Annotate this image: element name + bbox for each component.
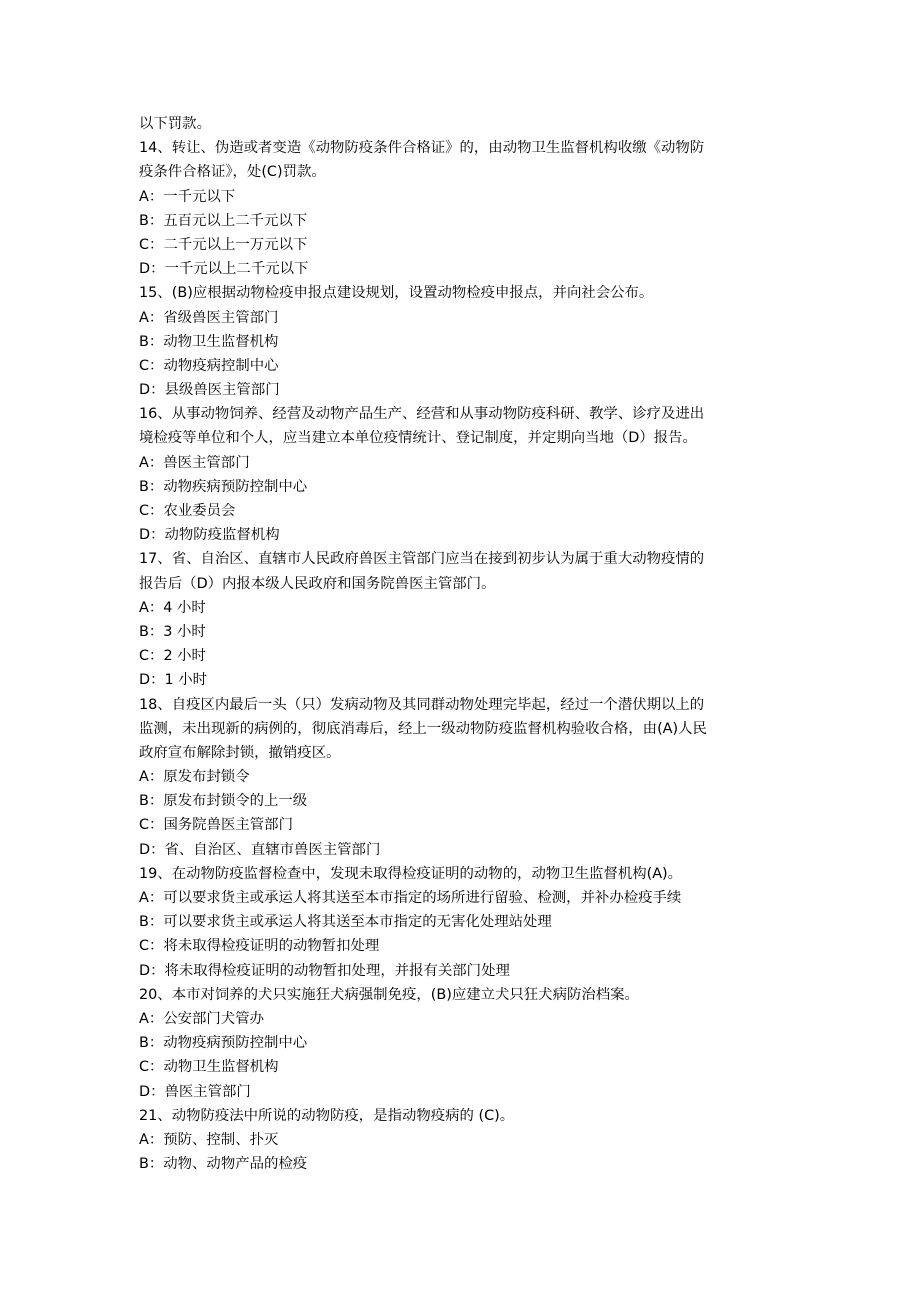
option-c: C：动物疫病控制中心 bbox=[139, 357, 279, 374]
question-14 bbox=[139, 136, 789, 281]
question-17 bbox=[139, 547, 789, 692]
question-stem-line: 18、自疫区内最后一头（只）发病动物及其同群动物处理完毕起，经过一个潜伏期以上的 bbox=[139, 696, 705, 713]
question-18 bbox=[139, 693, 789, 862]
question-16 bbox=[139, 402, 789, 547]
option-b: B：动物疫病预防控制中心 bbox=[139, 1035, 308, 1052]
option-d: D：省、自治区、直辖市兽医主管部门 bbox=[139, 841, 381, 858]
question-stem-line: 21、动物防疫法中所说的动物防疫，是指动物疫病的 (C)。 bbox=[139, 1107, 515, 1124]
option-c: C：2 小时 bbox=[139, 648, 206, 665]
option-b: B：3 小时 bbox=[139, 623, 206, 640]
question-stem-line: 监测，未出现新的病例的，彻底消毒后，经上一级动物防疫监督机构验收合格，由(A)人民 bbox=[139, 720, 707, 737]
option-b: B：可以要求货主或承运人将其送至本市指定的无害化处理站处理 bbox=[139, 914, 552, 931]
option-c: C：农业委员会 bbox=[139, 503, 236, 519]
option-a: A：可以要求货主或承运人将其送至本市指定的场所进行留验、检测，并补办检疫手续 bbox=[139, 890, 682, 906]
option-d: D：动物防疫监督机构 bbox=[139, 527, 280, 544]
option-d: D：1 小时 bbox=[139, 672, 207, 689]
option-d: D：兽医主管部门 bbox=[139, 1083, 251, 1100]
question-stem-line: 境检疫等单位和个人，应当建立本单位疫情统计、登记制度，并定期向当地（D）报告。 bbox=[139, 430, 697, 447]
question-stem-line: 14、转让、伪造或者变造《动物防疫条件合格证》的，由动物卫生监督机构收缴《动物防 bbox=[139, 140, 705, 157]
question-stem-line: 报告后（D）内报本级人民政府和国务院兽医主管部门。 bbox=[139, 575, 496, 592]
option-b: B：动物疾病预防控制中心 bbox=[139, 478, 308, 495]
option-b: B：动物卫生监督机构 bbox=[139, 333, 279, 350]
option-d: D：将未取得检疫证明的动物暂扣处理，并报有关部门处理 bbox=[139, 962, 510, 979]
question-21 bbox=[139, 1104, 789, 1177]
question-15 bbox=[139, 281, 789, 402]
option-a: A：公安部门犬管办 bbox=[139, 1010, 264, 1027]
option-c: C：将未取得检疫证明的动物暂扣处理 bbox=[139, 938, 380, 955]
question-19 bbox=[139, 862, 789, 983]
question-stem-line: 政府宣布解除封锁，撤销疫区。 bbox=[139, 744, 341, 761]
leading-text: 以下罚款。 bbox=[139, 116, 211, 132]
option-d: D：县级兽医主管部门 bbox=[139, 382, 280, 399]
option-a: A：原发布封锁令 bbox=[139, 769, 250, 786]
document-page bbox=[139, 112, 789, 1176]
question-20 bbox=[139, 983, 789, 1104]
question-stem-line: 16、从事动物饲养、经营及动物产品生产、经营和从事动物防疫科研、教学、诊疗及进出 bbox=[139, 406, 705, 423]
option-b: B：动物、动物产品的检疫 bbox=[139, 1156, 308, 1173]
question-stem-line: 17、省、自治区、直辖市人民政府兽医主管部门应当在接到初步认为属于重大动物疫情的 bbox=[139, 551, 705, 568]
option-c: C：国务院兽医主管部门 bbox=[139, 817, 293, 834]
option-d: D：一千元以上二千元以下 bbox=[139, 261, 309, 278]
question-stem-line: 疫条件合格证》，处(C)罚款。 bbox=[139, 164, 326, 181]
option-b: B：五百元以上二千元以下 bbox=[139, 212, 308, 229]
question-stem-line: 20、本市对饲养的犬只实施狂犬病强制免疫，(B)应建立犬只狂犬病防治档案。 bbox=[139, 986, 639, 1003]
option-a: A：兽医主管部门 bbox=[139, 454, 250, 471]
option-c: C：二千元以上一万元以下 bbox=[139, 236, 308, 253]
option-c: C：动物卫生监督机构 bbox=[139, 1059, 279, 1076]
question-stem-line: 19、在动物防疫监督检查中，发现未取得检疫证明的动物的，动物卫生监督机构(A)。 bbox=[139, 865, 683, 882]
option-a: A：省级兽医主管部门 bbox=[139, 309, 279, 326]
option-b: B：原发布封锁令的上一级 bbox=[139, 793, 308, 810]
option-a: A：4 小时 bbox=[139, 599, 206, 616]
option-a: A：一千元以下 bbox=[139, 188, 236, 205]
option-a: A：预防、控制、扑灭 bbox=[139, 1131, 279, 1148]
question-stem-line: 15、(B)应根据动物检疫申报点建设规划，设置动物检疫申报点，并向社会公布。 bbox=[139, 285, 654, 302]
